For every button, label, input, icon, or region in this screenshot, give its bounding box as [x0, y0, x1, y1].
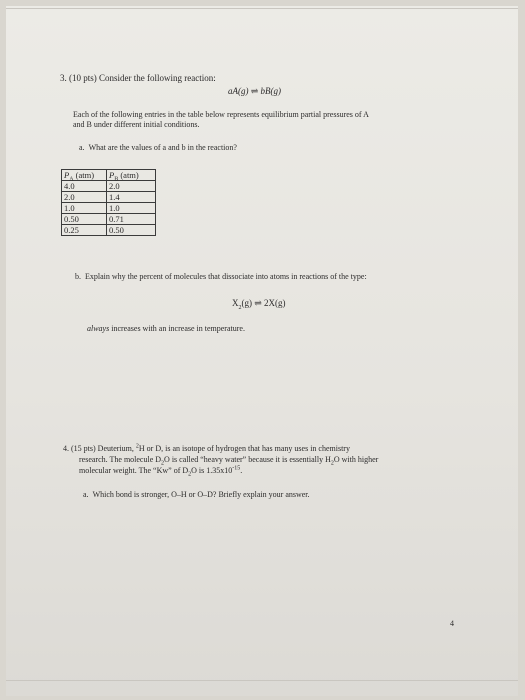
q3-part-b-continued: always increases with an increase in temperature. [87, 324, 245, 333]
reaction-right: bB(g) [260, 86, 282, 96]
q3-header [60, 73, 216, 84]
table-cell: 0.50 [62, 214, 107, 225]
q3-intro-line1: Each of the following entries in the table below represents equilibrium partial pressures of A [73, 110, 369, 119]
table-row [62, 203, 156, 214]
header-pb: $P_B$ (atm) [107, 170, 156, 181]
table-row [62, 225, 156, 236]
q4-part-a [83, 490, 310, 500]
q3-prompt: Consider the following reaction: [99, 73, 216, 83]
page-edge-line [6, 8, 518, 9]
table-cell: 0.71 [107, 214, 156, 225]
table-cell: 0.50 [107, 225, 156, 236]
part-a-text: Which bond is stronger, O–H or O–D? Briefly explain your answer. [92, 490, 310, 499]
q3-intro-line2: and B under different initial conditions. [73, 120, 200, 129]
equilibrium-arrow: ⇌ [254, 298, 262, 308]
pressure-table [61, 169, 156, 236]
table-row [62, 192, 156, 203]
q3-part-a [79, 143, 237, 153]
table-row [62, 214, 156, 225]
part-b-label: b. [75, 272, 81, 281]
table-row [62, 181, 156, 192]
part-a-label: a. [79, 143, 85, 152]
equilibrium-arrow: ⇌ [250, 86, 259, 96]
q3-points: (10 pts) [69, 73, 97, 83]
q4-line1: 4. (15 pts) Deuterium, $^2$H or D, is an isotope of hydrogen that has many uses in chemistry [63, 443, 350, 453]
q4-line3: molecular weight. The “Kw” of $D_2O$ is $1.35x10^{-15}$. [79, 465, 243, 478]
reaction-left: aA(g) [228, 86, 249, 96]
table-cell: 4.0 [62, 181, 107, 192]
header-pa: $P_A$ (atm) [62, 170, 107, 181]
dissociation-equation: $X_2(g)$ ⇌ 2X(g) [232, 298, 286, 311]
part-a-label: a. [83, 490, 89, 499]
table-cell: 1.0 [107, 203, 156, 214]
page-edge-line [6, 680, 518, 681]
table-cell: 2.0 [107, 181, 156, 192]
worksheet-page [6, 6, 518, 696]
q3-number: 3. [60, 73, 67, 83]
q3-part-b [75, 272, 367, 282]
q3-reaction [228, 86, 281, 97]
part-a-text: What are the values of a and b in the reaction? [88, 143, 237, 152]
table-header-row [62, 170, 156, 181]
part-b-text: Explain why the percent of molecules that dissociate into atoms in reactions of the type: [85, 272, 367, 281]
q4-line2: research. The molecule $D_2O$ is called “heavy water” because it is essentially $H_2O$ with higher [79, 455, 379, 467]
page-number: 4 [450, 619, 454, 628]
q4-points: (15 pts) [71, 444, 96, 453]
always-word: always [87, 324, 110, 333]
table-cell: 2.0 [62, 192, 107, 203]
table-cell: 1.0 [62, 203, 107, 214]
table-cell: 0.25 [62, 225, 107, 236]
table-cell: 1.4 [107, 192, 156, 203]
q4-number: 4. [63, 444, 69, 453]
